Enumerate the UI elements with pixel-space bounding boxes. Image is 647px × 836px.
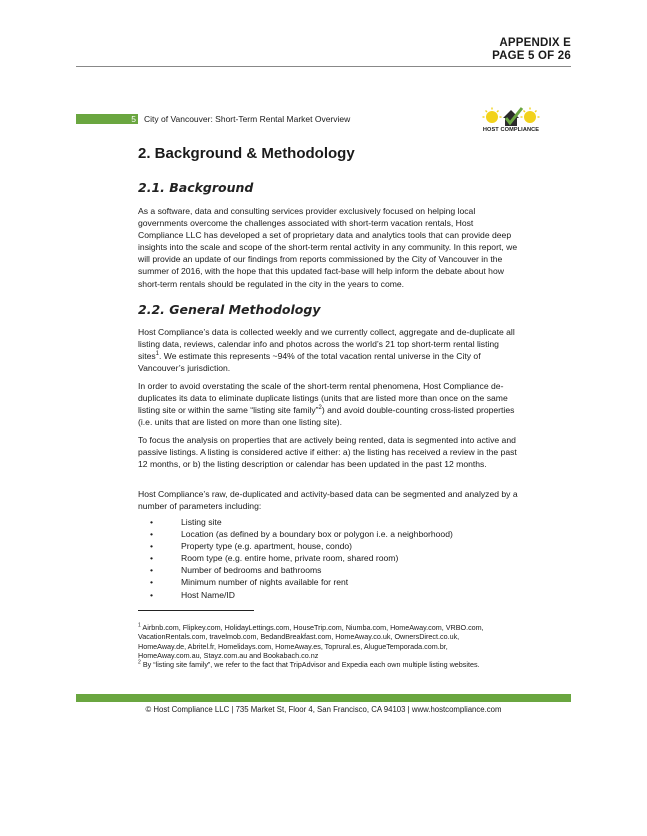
footnote-1-number: 1 <box>138 622 141 629</box>
list-item: • Property type (e.g. apartment, house, condo) <box>138 540 453 552</box>
list-item: • Host Name/ID <box>138 589 453 601</box>
footer-green-bar <box>76 694 571 702</box>
appendix-title: APPENDIX E <box>499 37 571 49</box>
page-counter: PAGE 5 OF 26 <box>492 50 571 62</box>
methodology-paragraph-2 <box>138 380 520 428</box>
house-check-icon <box>503 108 522 126</box>
footnote-divider <box>138 610 254 611</box>
background-paragraph: As a software, data and consulting services provider exclusively focused on helping local governments overcome the challenges associated with short-term vacation rentals, Host Compliance LLC has developed a set of proprietary data and analytics tools that can provide deep insights into the scale and scope of the short-term rental activity in any community. In this report, we will provide an update of our findings from reports commissioned by the City of Vancouver in the summer of 2016, with the hope that this updated fact-base will help inform the debate about how short-term rentals should be regulated in the city in the years to come. <box>138 206 518 289</box>
footnote-ref-2: 2 <box>318 405 322 412</box>
logo-text: HOST COMPLIANCE <box>482 127 540 133</box>
list-item: • Listing site <box>138 516 453 528</box>
list-item: • Room type (e.g. entire home, private room, shared room) <box>138 552 453 564</box>
methodology-heading: 2.2. General Methodology <box>138 302 321 317</box>
header-title: City of Vancouver: Short-Term Rental Market Overview <box>144 114 351 124</box>
footnote-2 <box>138 660 498 669</box>
footer-text: © Host Compliance LLC | 735 Market St, Floor 4, San Francisco, CA 94103 | www.hostcompliance.com <box>145 705 502 714</box>
methodology-p1-text: Host Compliance’s data is collected weekly and we currently collect, aggregate and de-duplicate all listing data, reviews, calendar info and photos across the world’s 21 top short-term rental listing sites <box>138 327 515 362</box>
footnote-1 <box>138 623 498 660</box>
list-item: • Number of bedrooms and bathrooms <box>138 564 453 576</box>
background-heading: 2.1. Background <box>138 180 254 195</box>
methodology-paragraph-3: To focus the analysis on properties that are actively being rented, data is segmented into active and passive listings. A listing is considered active if either: a) the listing has received a review in the past 12 months, or b) the listing description or calendar has been updated in the past 12 months. <box>138 435 517 470</box>
footnote-2-text: By “listing site family”, we refer to the fact that TripAdvisor and Expedia each own multiple listing websites. <box>142 660 480 669</box>
sun-icon-left <box>483 108 502 124</box>
top-divider <box>76 66 571 67</box>
section-title: 2. Background & Methodology <box>138 145 355 162</box>
methodology-p2-text: In order to avoid overstating the scale of the short-term rental phenomena, Host Compliance de-duplicates its data to eliminate duplicate listings (units that are listed more than once on the same listing site or within the same “listing site family” <box>138 381 508 416</box>
methodology-p1-text-end: . We estimate this represents ~94% of the total vacation rental universe in the City of Vancouver’s jurisdiction. <box>138 351 481 374</box>
appendix-label <box>492 37 571 63</box>
methodology-p2-text-end: ) and avoid double-counting cross-listed properties (i.e. units that are listed on more than one listing site). <box>138 405 515 428</box>
footnote-1-text: Airbnb.com, Flipkey.com, HolidayLettings.com, HouseTrip.com, Niumba.com, HomeAway.com, VRBO.com, VacationRentals.com, travelmob.com, BedandBreakfast.com, HomeAway.co.uk, OwnersDirect.co.uk, HomeAway.de, Abritel.fr, Homelidays.com, HomeAway.es, Toprural.es, AlugueTemporada.com.br, HomeAway.com.au, Stayz.com.au and Bookabach.co.nz <box>138 623 484 660</box>
parameter-list <box>138 516 453 601</box>
list-item: • Location (as defined by a boundary box or polygon i.e. a neighborhood) <box>138 528 453 540</box>
footnote-ref-1: 1 <box>155 351 160 358</box>
methodology-paragraph-1 <box>138 326 520 374</box>
methodology-paragraph-4: Host Compliance’s raw, de-duplicated and activity-based data can be segmented and analyzed by a number of parameters including: <box>138 489 518 512</box>
list-item: • Minimum number of nights available for rent <box>138 576 453 588</box>
header-page-number: 5 <box>131 114 136 124</box>
footnote-2-number: 2 <box>138 659 141 666</box>
sun-icon-right <box>521 108 540 124</box>
